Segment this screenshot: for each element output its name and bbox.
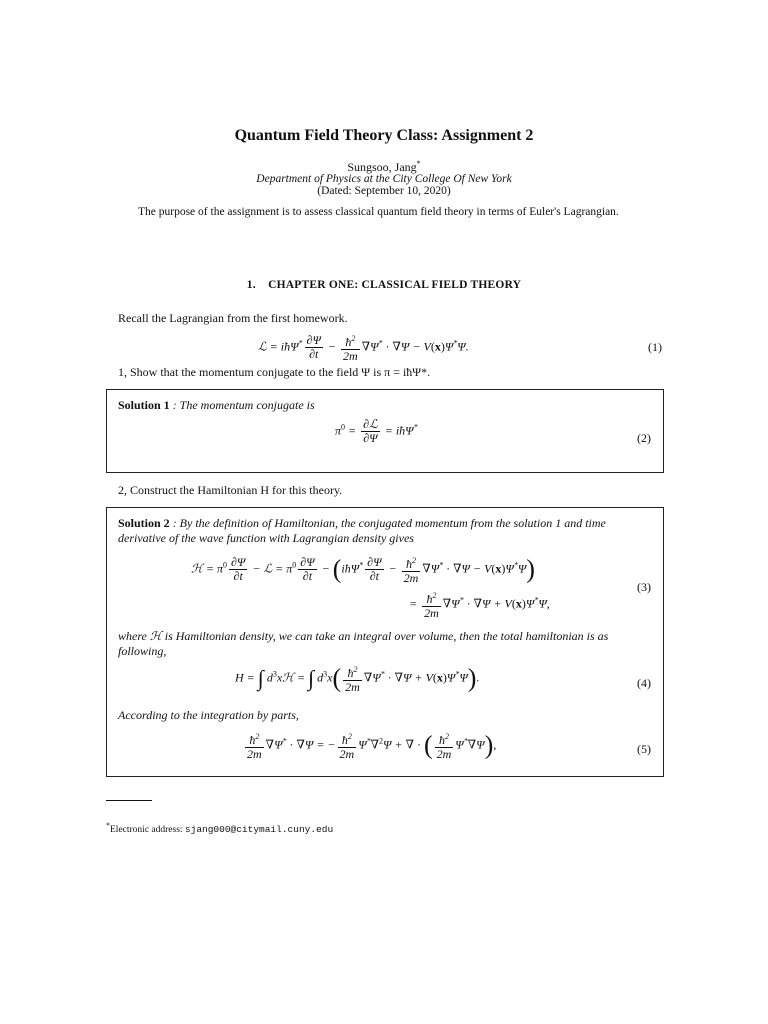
footnote-label: Electronic address: bbox=[110, 825, 185, 836]
solution-1-box bbox=[106, 389, 664, 473]
section-title: CHAPTER ONE: CLASSICAL FIELD THEORY bbox=[268, 279, 522, 291]
solution-2-after-eq4: According to the integration by parts, bbox=[118, 708, 299, 722]
equation-number-4: (4) bbox=[637, 676, 651, 690]
footnote-email: sjang000@citymail.cuny.edu bbox=[184, 824, 334, 836]
equation-4: H = ∫ $d^3xℋ$ = ∫ $d^3x$( $\frac{ħ^2}{2m}$ ∇Ψ* · ∇Ψ + V(x)Ψ*Ψ). bbox=[235, 663, 480, 694]
equation-number-3: (3) bbox=[637, 580, 651, 594]
section-heading bbox=[0, 279, 768, 291]
equation-5: $\frac{ħ^2}{2m}$ ∇Ψ* · ∇Ψ = − $\frac{ħ^2}{2m}$ Ψ*∇$^2$Ψ + ∇ · ( $\frac{ħ^2}{2m}$ Ψ*∇Ψ), bbox=[247, 730, 497, 761]
footnote-symbol: * bbox=[106, 821, 110, 830]
footnote-rule bbox=[106, 800, 152, 801]
solution-2-after-eq3: where ℋ is Hamiltonian density, we can take an integral over volume, then the total hamiltonian is as following, bbox=[118, 629, 609, 658]
solution-1-head: Solution 1 bbox=[118, 398, 170, 412]
equation-3-line-2: = $\frac{ħ^2}{2m}$ ∇Ψ* · ∇Ψ + V(x)Ψ*Ψ, bbox=[409, 591, 550, 620]
solution-2-box bbox=[106, 507, 664, 777]
equation-3-line-1: ℋ = $\pi^0$ $\frac{\partial\Psi}{\partial t}$ − ℒ = $\pi^0$ $\frac{\partial\Psi}{\partial t}$ − (iħΨ* $\frac{\partial\Psi}{\partial t}$ − $\frac{ħ^2}{2m}$ ∇Ψ* · ∇Ψ − V(x)Ψ*Ψ) bbox=[191, 554, 535, 585]
author-name: Sungsoo, Jang bbox=[347, 160, 417, 174]
equation-number-2: (2) bbox=[637, 431, 651, 445]
solution-2-text bbox=[118, 516, 652, 546]
footnote-marker: * bbox=[416, 159, 421, 168]
solution-2-head: Solution 2 bbox=[118, 516, 170, 530]
equation-2: $\pi^0$ = $\frac{\text{∂ℒ}}{\partial\Psi}$ = iħΨ* bbox=[335, 417, 418, 445]
question-1: 1, Show that the momentum conjugate to the field Ψ is π = iħΨ*. bbox=[118, 365, 431, 379]
date-line: (Dated: September 10, 2020) bbox=[317, 185, 451, 197]
footnote bbox=[106, 821, 333, 835]
solution-1-body: : The momentum conjugate is bbox=[169, 398, 315, 412]
intro-text: Recall the Lagrangian from the first homework. bbox=[118, 311, 348, 325]
affiliation: Department of Physics at the City College Of New York bbox=[256, 173, 512, 185]
equation-number-5: (5) bbox=[637, 742, 651, 756]
abstract: The purpose of the assignment is to assess classical quantum field theory in terms of Euler's Lagrangian. bbox=[138, 206, 619, 218]
paper-title: Quantum Field Theory Class: Assignment 2 bbox=[234, 127, 534, 144]
equation-number-1: (1) bbox=[648, 340, 662, 354]
question-2: 2, Construct the Hamiltonian H for this theory. bbox=[118, 483, 343, 497]
equation-1: ℒ = iħΨ* $\frac{\partial\Psi}{\partial t}$ − $\frac{ħ^2}{2m}$ ∇Ψ* · ∇Ψ − V(x)Ψ*Ψ. bbox=[258, 333, 469, 363]
section-number: 1. bbox=[246, 279, 256, 291]
solution-2-body: : By the definition of Hamiltonian, the conjugated momentum from the solution 1 and time derivative of the wave function with Lagrangian density gives bbox=[118, 516, 606, 545]
solution-1-text bbox=[118, 398, 315, 413]
